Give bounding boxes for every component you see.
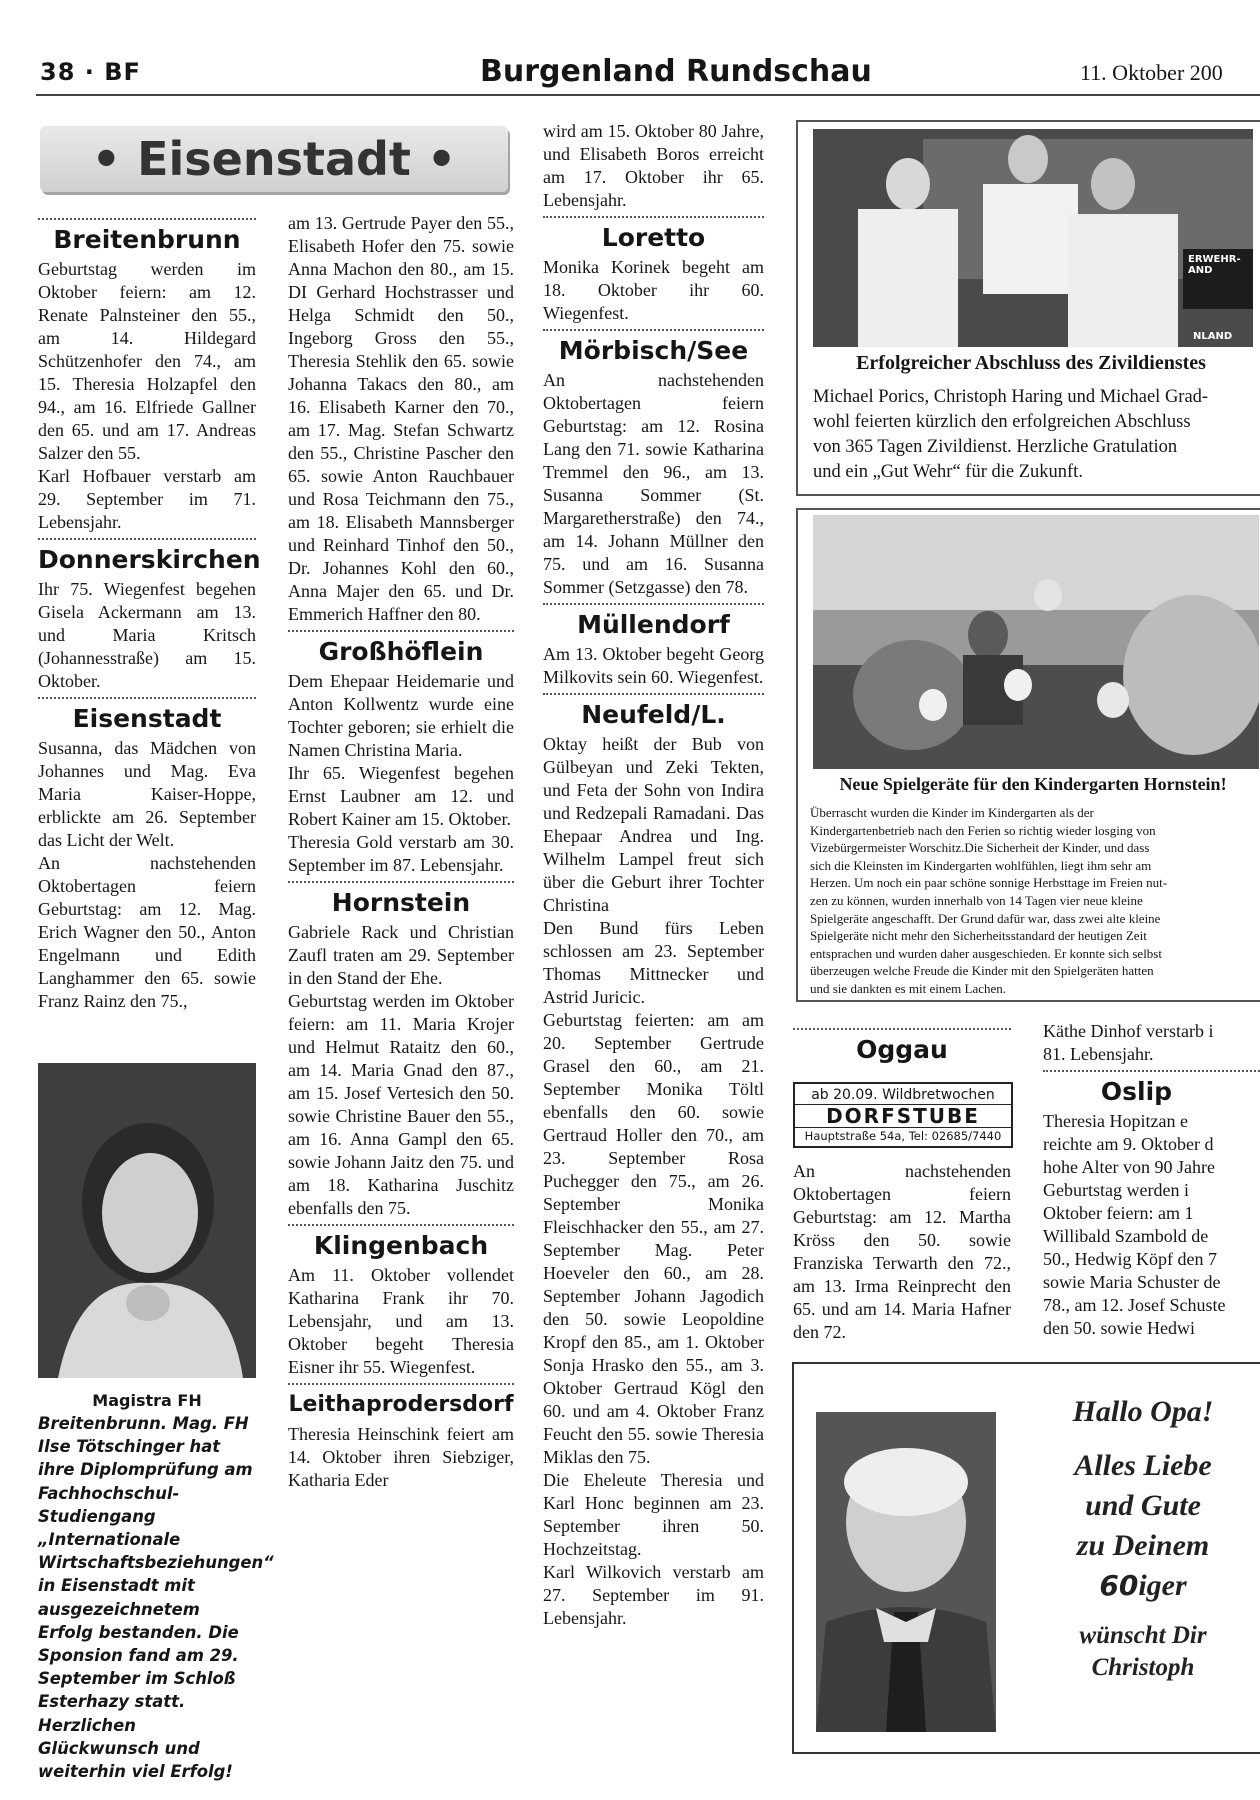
text-breitenbrunn: Geburtstag werden im Oktober feiern: am 12. Renate Palnsteiner den 55., am 14. Hildegard Schützenhofer den 74., am 15. Theresia Holzapfel den 94., am 16. Elfriede Gallner den 65. und am 17. Andreas Salzer den 55.: [38, 259, 256, 463]
oslip-line: 50., Hedwig Köpf den 7: [1043, 1249, 1217, 1269]
column-2: [288, 212, 514, 1492]
dotted-divider: [288, 1383, 514, 1385]
text-eisenstadt-birthdays: An nachstehenden Oktobertagen feiern Geburtstag: am 12. Mag. Erich Wagner den 50., Anton Engelmann und Edith Langhammer den 65. sowie Franz Rainz den 75.,: [38, 853, 256, 1011]
kindergarten-line: Vizebürgermeister Worschitz.Die Sicherheit der Kinder, und dass: [810, 840, 1150, 856]
text-muellendorf: Am 13. Oktober begeht Georg Milkovits sein 60. Wiegenfest.: [543, 644, 764, 687]
heading-leithaprodersdorf: Leithaprodersdorf: [288, 1392, 514, 1417]
heading-neufeld: Neufeld/L.: [581, 700, 726, 729]
text-eisenstadt-continued: am 13. Gertrude Payer den 55., Elisabeth Hofer den 75. sowie Anna Machon den 80., am 15. DI Gerhard Hochstrasser und Helga Schmidt den 50., Ingeborg Gross den 55., Theresia Stehlik den 65. sowie Johanna Takacs den 80., am 16. Elisabeth Karner den 70., am 17. Mag. Stefan Schwartz den 55., Christine Pascher den 65. sowie Anton Rauchbauer und Rosa Teichmann den 75., am 18. Elisabeth Mannsberger und Reinhard Tinhof den 50., Dr. Johannes Kohl den 60., Anna Majer den 65. und Dr. Emmerich Haffner den 80.: [288, 213, 514, 624]
zivildienst-line: und ein „Gut Wehr“ für die Zukunft.: [813, 462, 1083, 482]
text-kaethe-dinhof: Käthe Dinhof verstarb i: [1043, 1021, 1214, 1041]
kindergarten-line: Kindergartenbetrieb nach den Ferien so richtig wieder losging von: [810, 822, 1156, 838]
heading-grosshoeflein: Großhöflein: [318, 637, 484, 666]
dotted-divider: [543, 329, 764, 331]
zivildienst-line: von 365 Tagen Zivildienst. Herzliche Gratulation: [813, 437, 1178, 457]
photo-grandfather: [816, 1412, 996, 1732]
photo-zivildienst: [813, 129, 1253, 347]
text-grosshoeflein-birth: Dem Ehepaar Heidemarie und Anton Kollwentz wurde eine Tochter geboren; sie erhielt die Namen Christina Maria.: [288, 671, 514, 760]
greeting-line-6: wünscht Dir: [1079, 1622, 1207, 1649]
text-grosshoeflein-death: Theresia Gold verstarb am 30. September im 87. Lebensjahr.: [288, 832, 514, 875]
heading-hornstein: Hornstein: [331, 888, 471, 917]
greeting-line-2: Alles Liebe: [1074, 1449, 1212, 1482]
text-neufeld-anniversary: Die Eheleute Theresia und Karl Honc beginnen am 23. September ihren 50. Hochzeitstag.: [543, 1470, 764, 1559]
kindergarten-line: Spielgeräte angeschafft. Der Grund dafür war, dass zwei alte kleine: [810, 910, 1161, 926]
text-hornstein-wedding: Gabriele Rack und Christian Zaufl traten am 29. September in den Stand der Ehe.: [288, 922, 514, 988]
text-neufeld-wedding: Den Bund fürs Leben schlossen am 23. September Thomas Mittnecker und Astrid Juricic.: [543, 918, 764, 1007]
heading-klingenbach: Klingenbach: [313, 1231, 489, 1260]
kindergarten-box: [796, 508, 1260, 1002]
children-playground-image: [813, 515, 1259, 769]
photo-kindergarten: [813, 515, 1259, 769]
greeting-line-1: Hallo Opa!: [1072, 1395, 1214, 1428]
ad-line-3: Hauptstraße 54a, Tel: 02685/7440: [795, 1127, 1011, 1144]
truck-sign-text-2: NLAND: [1193, 331, 1233, 342]
greeting-text: [1024, 1392, 1260, 1684]
heading-donnerskirchen: Donnerskirchen: [38, 545, 261, 574]
oslip-line: Willibald Szambold de: [1043, 1226, 1209, 1246]
dotted-divider: [543, 603, 764, 605]
heading-moerbisch: Mörbisch/See: [558, 336, 749, 365]
oslip-line: 78., am 12. Josef Schuste: [1043, 1295, 1226, 1315]
heading-oslip: Oslip: [1100, 1077, 1173, 1106]
column-3: [543, 120, 764, 1630]
section-title: • Eisenstadt •: [91, 132, 457, 186]
issue-date: 11. Oktober 200: [1080, 60, 1223, 85]
greeting-signature: Christoph: [1091, 1654, 1195, 1681]
text-klingenbach: Am 11. Oktober vollendet Katharina Frank ihr 70. Lebensjahr, und am 13. Oktober begeht Theresia Eisner ihr 55. Wiegenfest.: [288, 1265, 514, 1377]
text-leithaprodersdorf-continued: wird am 15. Oktober 80 Jahre, und Elisabeth Boros erreicht am 17. Oktober ihr 65. Lebensjahr.: [543, 121, 764, 210]
text-oggau: An nachstehenden Oktobertagen feiern Geburtstag: am 12. Martha Kröss den 50. sowie Franziska Terwarth den 72., am 13. Irma Reinprecht den 65. und am 14. Maria Hafner den 72.: [793, 1161, 1011, 1342]
section-banner: [40, 126, 508, 192]
heading-oggau: Oggau: [856, 1035, 948, 1064]
dotted-divider: [288, 630, 514, 632]
kindergarten-line: Überrascht wurden die Kinder im Kindergarten als der: [810, 805, 1094, 820]
dotted-divider: [38, 697, 256, 699]
text-kaethe-dinhof-2: 81. Lebensjahr.: [1043, 1044, 1154, 1064]
oslip-line: Theresia Hopitzan e: [1043, 1111, 1188, 1131]
kindergarten-line: überzeugen welche Freude die Kinder mit den Spielgeräten hatten: [810, 963, 1154, 979]
oslip-line: hohe Alter von 90 Jahre: [1043, 1157, 1215, 1177]
text-neufeld-birthdays: Geburtstag feierten: am am 20. September Gertrude Grasel den 60., am 21. September Monika Töltl ebenfalls den 60. sowie Gertraud Holler den 70., am 23. September Rosa Puchegger den 75., am 26. September Monika Fleischhacker den 55., am 27. September Mag. Peter Hoeveler den 60., am 28. September Johann Jagodich den 50. sowie Leopoldine Kropf den 85., am 1. Oktober Sonja Hrasko den 55., am 3. Oktober Gertraud Kögl den 60. und am 4. Oktober Franz Feucht den 55. sowie Theresia Miklas den 75.: [543, 1010, 764, 1467]
newspaper-title: Burgenland Rundschau: [480, 54, 872, 89]
portrait-woman-image: [38, 1063, 256, 1378]
zivildienst-text: [813, 385, 1259, 485]
dotted-divider: [1043, 1070, 1260, 1072]
ad-line-1: ab 20.09. Wildbretwochen: [795, 1086, 1011, 1105]
truck-sign-text: ERWEHR- AND: [1188, 254, 1241, 276]
page-number: 38 · BF: [40, 58, 141, 86]
zivildienst-title: Erfolgreicher Abschluss des Zivildienstes: [856, 352, 1206, 374]
oslip-line: Geburtstag werden i: [1043, 1180, 1189, 1200]
dotted-divider: [38, 218, 256, 220]
kindergarten-text: [810, 804, 1258, 998]
oslip-line: den 50. sowie Hedwi: [1043, 1318, 1195, 1338]
kindergarten-line: Spielgeräte nicht mehr den Sicherheitsstandard der heutigen Zeit: [810, 928, 1147, 944]
zivildienst-line: wohl feierten kürzlich den erfolgreichen Abschluss: [813, 412, 1191, 432]
oslip-line: sowie Maria Schuster de: [1043, 1272, 1221, 1292]
portrait-man-image: [816, 1412, 996, 1732]
kindergarten-line: entsprachen und wurden daher ausgeschieden. Er konnte sich selbst: [810, 945, 1162, 961]
caption-title: Magistra FH: [92, 1391, 202, 1410]
oggau-text-block: [793, 1160, 1011, 1344]
caption-text: Breitenbrunn. Mag. FH Ilse Tötschinger hat ihre Diplomprüfung am Fachhochschul-Studiengang „Internationale Wirtschaftsbeziehungen“ in Eisenstadt mit ausgezeichnetem Erfolg bestanden. Die Sponsion fand am 29. September im Schloß Esterhazy statt. Herzlichen Glückwunsch und weiterhin viel Erfolg!: [38, 1414, 274, 1782]
photo-magistra: [38, 1063, 256, 1378]
kindergarten-line: zen zu können, wurden innerhalb von 14 Tagen vier neue kleine: [810, 892, 1143, 908]
dotted-divider: [288, 881, 514, 883]
greeting-age-suffix: iger: [1138, 1569, 1187, 1602]
dotted-divider: [543, 216, 764, 218]
text-hornstein-birthdays: Geburtstag werden im Oktober feiern: am 11. Maria Krojer und Helmut Rataitz den 60., am 14. Maria Gnad den 87., am 15. Josef Vertesich den 50. sowie Christine Bauer den 55., am 16. Anna Gampl den 65. sowie Johann Jaitz den 75. und am 18. Katharina Juschitz ebenfalls den 75.: [288, 991, 514, 1218]
greeting-line-4: zu Deinem: [1076, 1529, 1210, 1562]
text-donnerskirchen: Ihr 75. Wiegenfest begehen Gisela Ackermann am 13. und Maria Kritsch (Johannesstraße) am 15. Oktober.: [38, 579, 256, 691]
zivildienst-box: [796, 120, 1260, 496]
heading-eisenstadt: Eisenstadt: [72, 704, 222, 733]
zivildienst-line: Michael Porics, Christoph Haring und Michael Grad-: [813, 387, 1209, 407]
header-divider: [36, 94, 1260, 96]
oslip-line: reichte am 9. Oktober d: [1043, 1134, 1214, 1154]
greeting-age-number: 60: [1099, 1569, 1139, 1602]
dorfstube-ad: [793, 1082, 1013, 1148]
kindergarten-line: Herzen. Um noch ein paar schöne sonnige Herbsttage im Freien nut-: [810, 875, 1168, 891]
text-eisenstadt-birth: Susanna, das Mädchen von Johannes und Mag. Eva Maria Kaiser-Hoppe, erblickte am 26. September das Licht der Welt.: [38, 738, 256, 850]
kindergarten-title: Neue Spielgeräte für den Kindergarten Hornstein!: [839, 774, 1227, 794]
heading-loretto: Loretto: [601, 223, 706, 252]
kindergarten-line: und sie dankten es mit einem Lachen.: [810, 980, 1007, 996]
photo-caption-magistra: [38, 1390, 274, 1783]
column-1: [38, 214, 261, 1013]
dotted-divider: [288, 1224, 514, 1226]
fire-truck-men-image: [813, 129, 1253, 347]
oslip-line: Oktober feiern: am 1: [1043, 1203, 1194, 1223]
text-grosshoeflein-birthdays: Ihr 65. Wiegenfest begehen Ernst Laubner am 12. und Robert Kainer am 15. Oktober.: [288, 763, 514, 829]
text-loretto: Monika Korinek begeht am 18. Oktober ihr 60. Wiegenfest.: [543, 257, 764, 323]
kindergarten-line: sich die Kleinsten im Kindergarten wohlfühlen, liegt ihm sehr am: [810, 857, 1152, 873]
heading-muellendorf: Müllendorf: [577, 610, 730, 639]
column-5: [1043, 1020, 1260, 1340]
text-neufeld-death: Karl Wilkovich verstarb am 27. September im 91. Lebensjahr.: [543, 1562, 764, 1628]
dotted-divider: [543, 693, 764, 695]
greeting-line-5: [1024, 1566, 1260, 1606]
dotted-divider: [793, 1028, 1011, 1030]
ad-line-2: DORFSTUBE: [826, 1104, 980, 1128]
text-breitenbrunn-death: Karl Hofbauer verstarb am 29. September im 71. Lebensjahr.: [38, 466, 256, 532]
dotted-divider: [38, 538, 256, 540]
heading-breitenbrunn: Breitenbrunn: [53, 225, 241, 254]
text-leithaprodersdorf: Theresia Heinschink feiert am 14. Oktober ihren Siebziger, Katharia Eder: [288, 1424, 514, 1490]
column-4: [793, 1024, 1011, 1068]
greeting-line-3: und Gute: [1085, 1489, 1201, 1522]
text-neufeld-births: Oktay heißt der Bub von Gülbeyan und Zeki Tekten, und Feta der Sohn von Indira und Redzepali Ramadani. Das Ehepaar Andrea und Ing. Wilhelm Lampel freut sich über die Geburt ihrer Tochter Christina: [543, 734, 764, 915]
greeting-box: [792, 1362, 1260, 1754]
text-moerbisch: An nachstehenden Oktobertagen feiern Geburtstag: am 12. Rosina Lang den 71. sowie Katharina Tremmel den 96., am 13. Susanna Sommer (St. Margaretherstraße) den 74., am 14. Johann Müllner den 75. und am 16. Susanna Sommer (Setzgasse) den 78.: [543, 370, 764, 597]
